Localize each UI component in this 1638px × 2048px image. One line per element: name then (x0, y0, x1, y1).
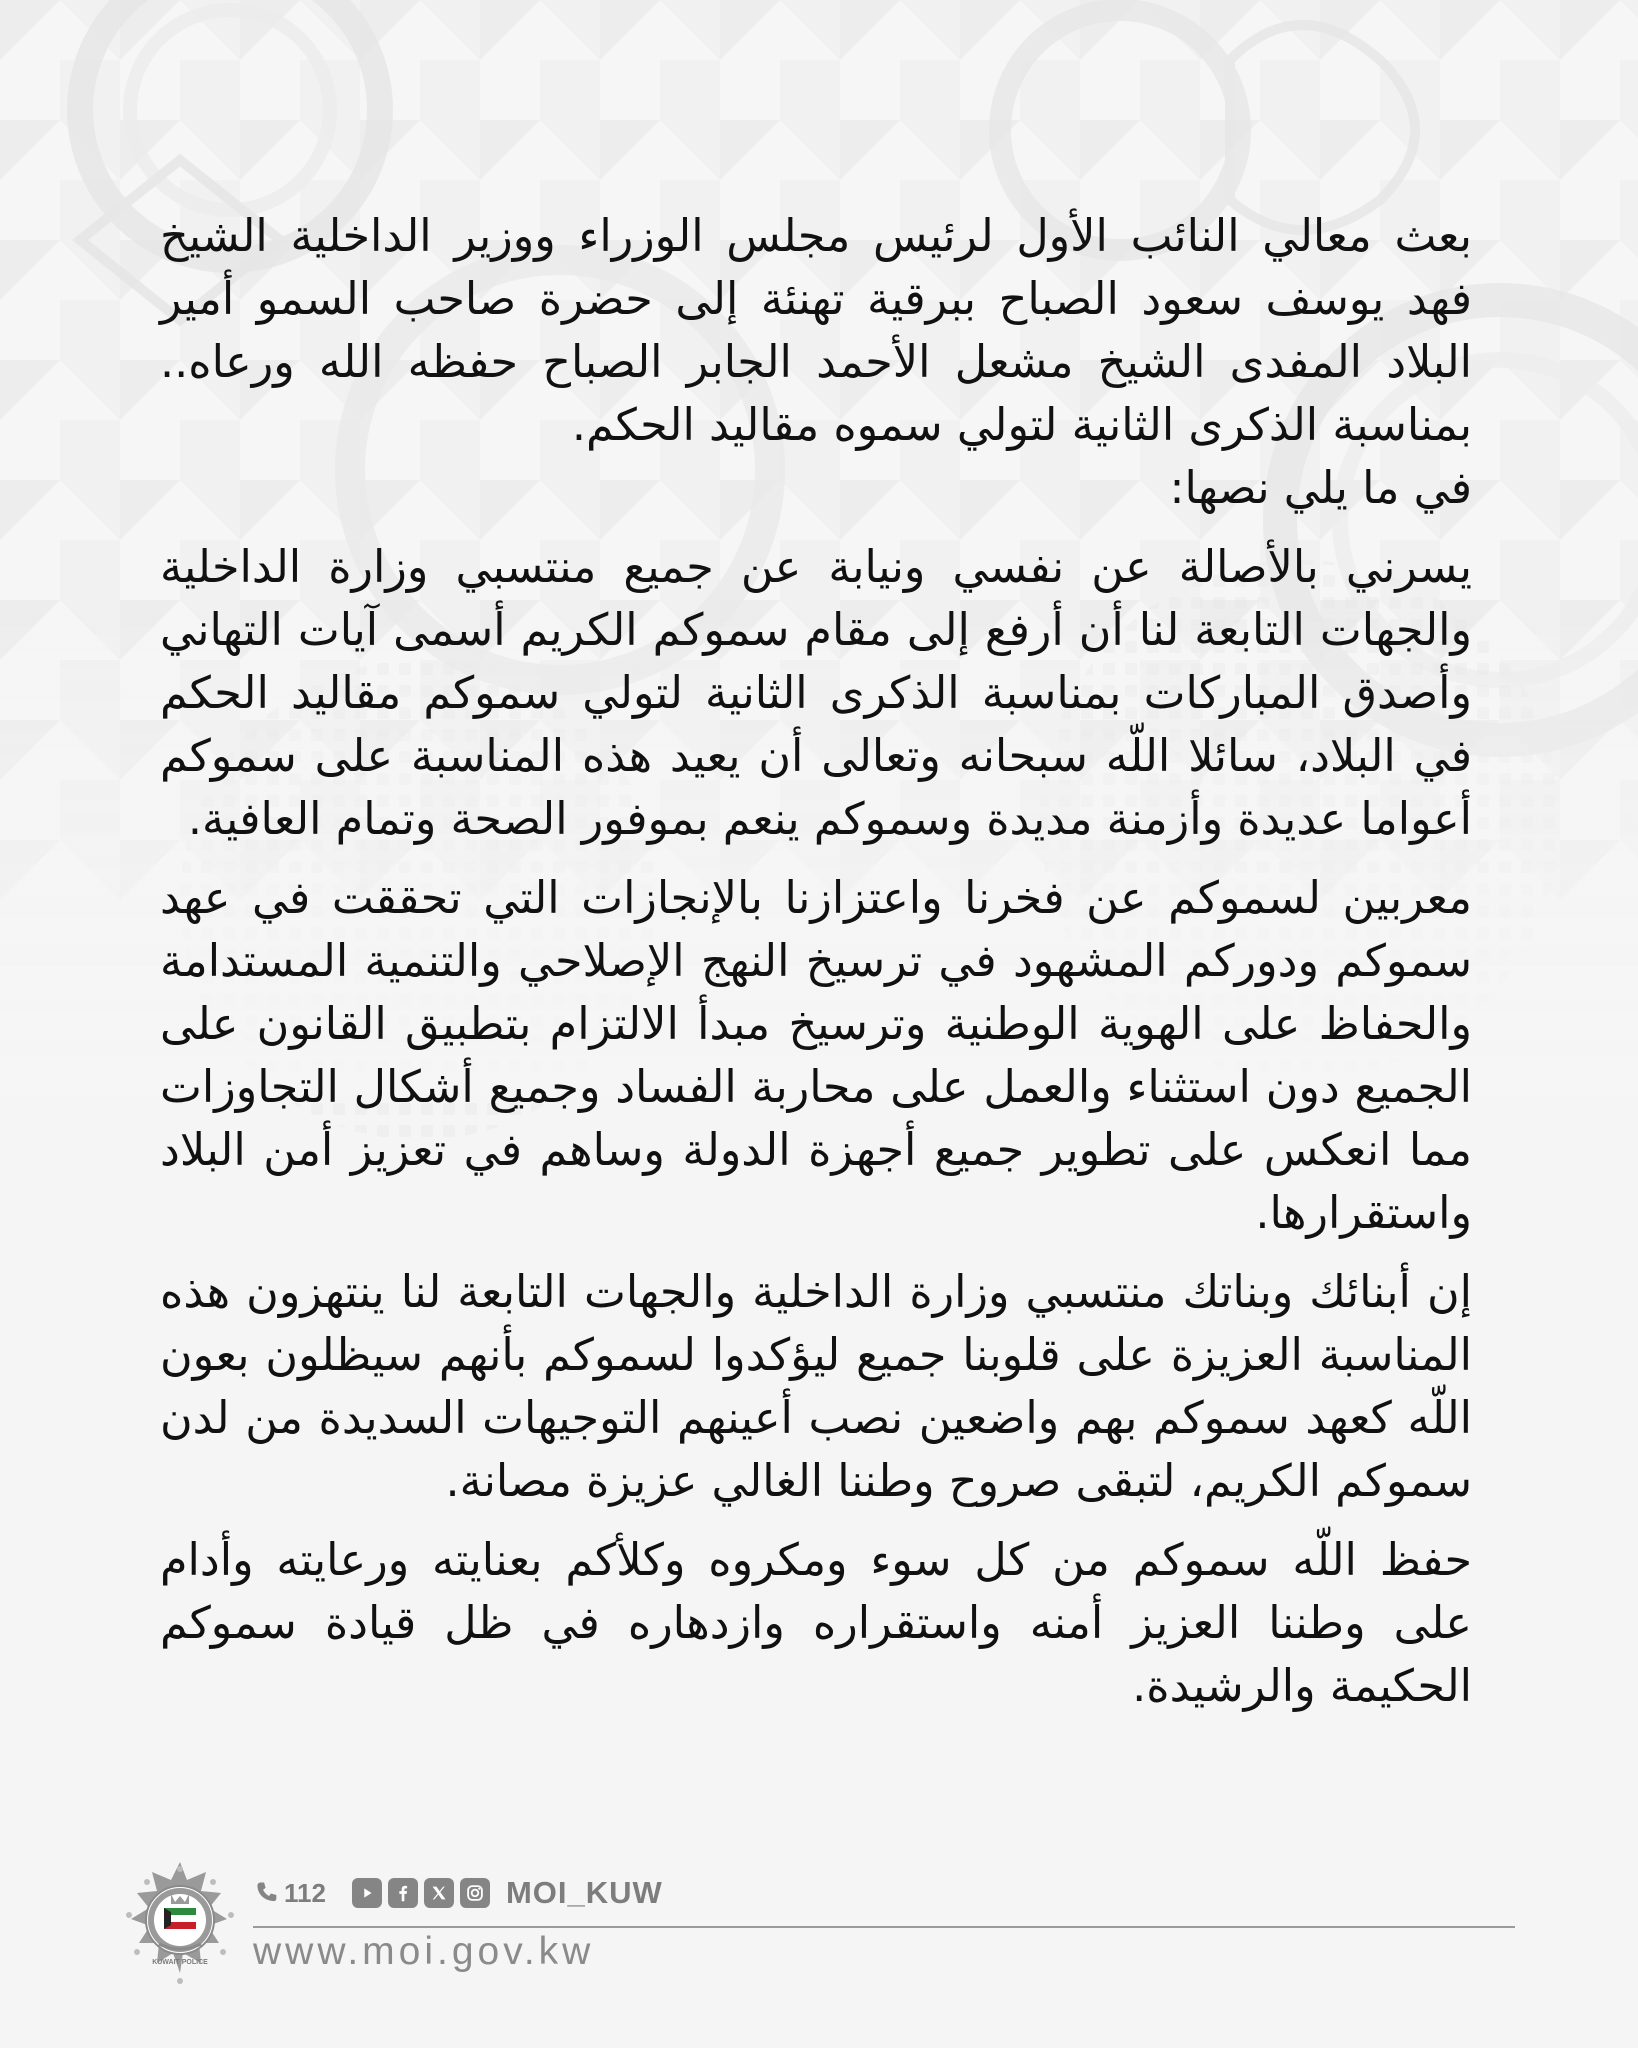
instagram-icon[interactable] (460, 1878, 490, 1908)
intro-paragraph: بعث معالي النائب الأول لرئيس مجلس الوزراء ووزير الداخلية الشيخ فهد يوسف سعود الصباح ببرقية تهنئة إلى حضرة صاحب السمو أمير البلاد المفدى الشيخ مشعل الأحمد الجابر الصباح حفظه الله ورعاه.. بمناسبة الذكرى الثانية لتولي سموه مقاليد الحكم. (160, 211, 1472, 451)
phone-number: 112 (284, 1877, 326, 1908)
contact-row (253, 1873, 663, 1913)
phone-contact[interactable] (253, 1878, 326, 1909)
youtube-icon[interactable] (352, 1878, 382, 1908)
kuwait-police-logo (115, 1860, 245, 1990)
website-link[interactable]: www.moi.gov.kw (253, 1930, 595, 1973)
message-paragraph-2: معربين لسموكم عن فخرنا واعتزازنا بالإنجازات التي تحققت في عهد سموكم ودوركم المشهود في ترسيخ النهج الإصلاحي والتنمية المستدامة والحفاظ على الهوية الوطنية وترسيخ مبدأ الالتزام بتطبيق القانون على الجميع دون استثناء والعمل على محاربة الفساد وجميع أشكال التجاوزات مما انعكس على تطوير جميع أجهزة الدولة وساهم في تعزيز أمن البلاد واستقرارها. (160, 873, 1472, 1239)
footer-divider (253, 1926, 1515, 1928)
message-paragraph-1: يسرني بالأصالة عن نفسي ونيابة عن جميع منتسبي وزارة الداخلية والجهات التابعة لنا أن أرفع إلى مقام سموكم الكريم أسمى آيات التهاني وأصدق المباركات بمناسبة الذكرى الثانية لتولي سموكم مقاليد الحكم في البلاد، سائلا اللّه سبحانه وتعالى أن يعيد هذه المناسبة على سموكم أعواما عديدة وأزمنة مديدة وسموكم ينعم بموفور الصحة وتمام العافية. (160, 542, 1472, 845)
message-paragraph-3: إن أبنائك وبناتك منتسبي وزارة الداخلية والجهات التابعة لنا ينتهزون هذه المناسبة العزيزة على قلوبنا جميع ليؤكدوا لسموكم بأنهم سيظلون بعون اللّه كعهد سموكم بهم واضعين نصب أعينهم التوجيهات السديدة من لدن سموكم الكريم، لتبقى صروح وطننا الغالي عزيزة مصانة. (160, 1267, 1472, 1507)
social-handle[interactable]: MOI_KUW (505, 1875, 663, 1910)
phone-icon (253, 1879, 281, 1907)
text-lead-in: في ما يلي نصها: (1169, 463, 1472, 514)
footer (115, 1860, 1515, 1990)
message-paragraph-4: حفظ اللّه سموكم من كل سوء ومكروه وكلأكم بعنايته ورعايته وأدام على وطننا العزيز أمنه واستقراره وازدهاره في ظل قيادة سموكم الحكيمة والرشيدة. (160, 1535, 1472, 1712)
x-icon[interactable] (424, 1878, 454, 1908)
statement-body (160, 205, 1472, 1734)
logo-caption: KUWAIT POLICE (152, 1959, 208, 1966)
facebook-icon[interactable] (388, 1878, 418, 1908)
